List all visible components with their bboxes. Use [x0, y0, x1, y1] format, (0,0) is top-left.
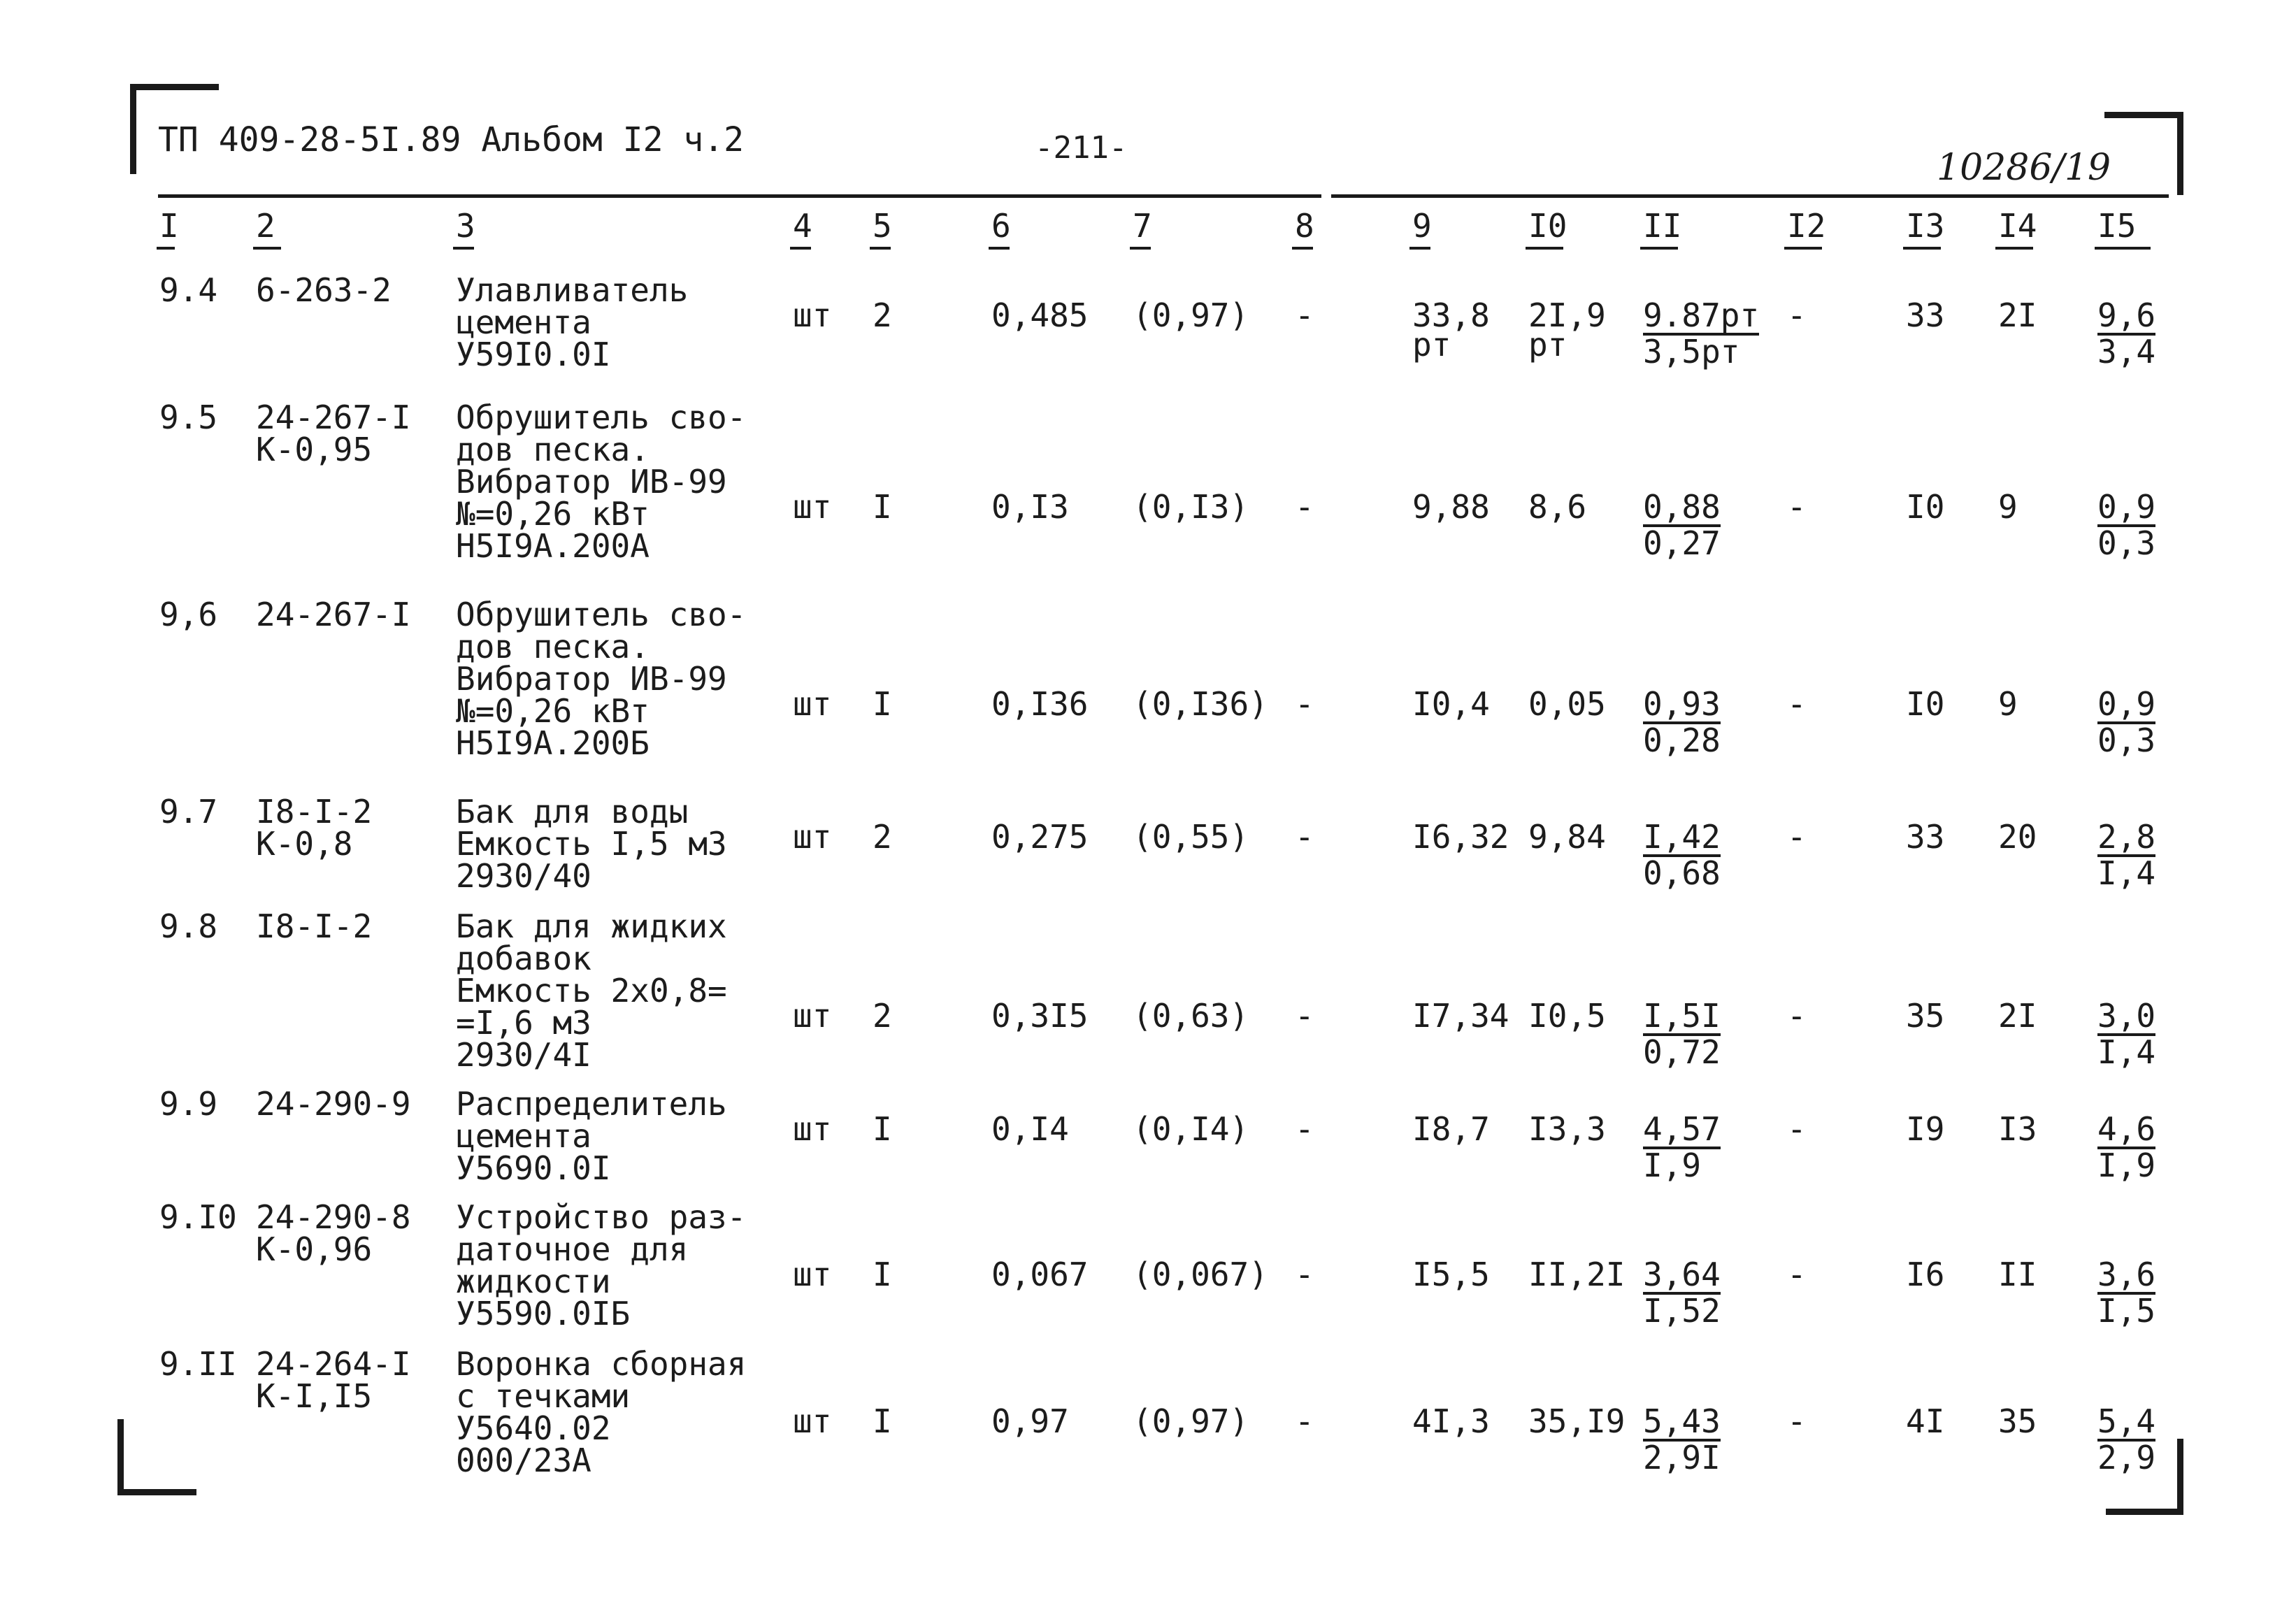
drawing-code: 24-264-I К-I,I5 [256, 1345, 411, 1415]
item-name-line: Бак для жидких [456, 907, 727, 945]
col-10-value: 2I,9 [1528, 296, 1606, 334]
unit: шт [793, 1256, 832, 1293]
item-name-line: Обрушитель сво- [456, 398, 747, 436]
col-8-value: - [1295, 488, 1314, 526]
position-number: 9.7 [159, 793, 218, 831]
item-name-line: Вибратор ИВ-99 [456, 463, 727, 501]
col-11-fraction-numerator: I,5I [1643, 997, 1721, 1035]
col-12-value: - [1787, 488, 1807, 526]
col-13-value: I6 [1906, 1256, 1945, 1293]
item-name-line: №=0,26 кВт [456, 692, 650, 730]
col-8-value: - [1295, 818, 1314, 856]
drawing-code: I8-I-2 [256, 907, 373, 945]
unit-mass: 0,I3 [991, 488, 1069, 526]
item-name-line: №=0,26 кВт [456, 495, 650, 533]
col-10-value: II,2I [1528, 1256, 1626, 1293]
col-13-value: 4I [1906, 1402, 1945, 1440]
col-11-fraction [1643, 488, 1721, 562]
column-underline [2095, 247, 2151, 250]
col-12-value: - [1787, 685, 1807, 723]
col-15-fraction [2097, 818, 2156, 892]
item-name-line: цемента [456, 303, 591, 341]
col-15-fraction-numerator: 4,6 [2097, 1110, 2156, 1148]
column-underline [253, 247, 281, 250]
position-number: 9.5 [159, 398, 218, 436]
col-12-value: - [1787, 1256, 1807, 1293]
col-15-fraction-numerator: 3,0 [2097, 997, 2156, 1035]
item-name-line: =I,6 м3 [456, 1004, 591, 1042]
unit-mass: 0,275 [991, 818, 1089, 856]
item-name-line: Емкость I,5 м3 [456, 825, 727, 863]
col-15-fraction-denominator: I,4 [2097, 1033, 2156, 1071]
col-15-fraction-numerator: 5,4 [2097, 1402, 2156, 1440]
unit: шт [793, 296, 832, 334]
col-15-fraction-denominator: I,4 [2097, 854, 2156, 892]
unit: шт [793, 818, 832, 856]
column-number-6: 6 [991, 207, 1011, 245]
col-14-value: 2I [1998, 997, 2037, 1035]
col-11-fraction [1643, 997, 1721, 1071]
col-8-value: - [1295, 685, 1314, 723]
item-name-line: добавок [456, 940, 591, 977]
item-name-line: 2930/4I [456, 1036, 591, 1074]
col-13-value: 33 [1906, 296, 1945, 334]
column-underline [1292, 247, 1313, 250]
col-13-value: I9 [1906, 1110, 1945, 1148]
column-number-9: 9 [1412, 207, 1432, 245]
column-number-2: 2 [256, 207, 275, 245]
col-13-value: I0 [1906, 685, 1945, 723]
col-15-fraction-numerator: 0,9 [2097, 488, 2156, 526]
unit-mass: 0,3I5 [991, 997, 1089, 1035]
col-13-value: 35 [1906, 997, 1945, 1035]
item-name-line: У5640.02 [456, 1409, 611, 1447]
col-15-fraction-denominator: 0,3 [2097, 524, 2156, 562]
col-12-value: - [1787, 296, 1807, 334]
col-11-fraction-numerator: 0,88 [1643, 488, 1721, 526]
item-name-line: Емкость 2х0,8= [456, 972, 727, 1009]
item-name-line: Устройство раз- [456, 1198, 747, 1236]
col-11-fraction-denominator: 3,5рт [1643, 333, 1740, 371]
col-10-value: рт [1528, 326, 1567, 364]
item-name-line: Вибратор ИВ-99 [456, 660, 727, 698]
col-11-fraction [1643, 296, 1760, 371]
item-name-line: 000/23А [456, 1442, 591, 1479]
frame-corner-bottom-left [117, 1419, 196, 1495]
col-11-fraction [1643, 818, 1721, 892]
col-10-value: 0,05 [1528, 685, 1606, 723]
column-underline [1784, 247, 1822, 250]
item-name-line: жидкости [456, 1263, 611, 1300]
frame-corner-top-right [2104, 112, 2183, 195]
item-name-line: даточное для [456, 1230, 689, 1268]
col-10-value: 9,84 [1528, 818, 1606, 856]
item-name-line: дов песка. [456, 431, 650, 468]
drawing-code: I8-I-2 К-0,8 [256, 793, 373, 863]
item-name-line: Н5I9А.200А [456, 527, 650, 565]
column-underline [1640, 247, 1678, 250]
total-mass: (0,97) [1133, 1402, 1249, 1440]
col-14-value: II [1998, 1256, 2037, 1293]
col-11-fraction-denominator: 0,28 [1643, 721, 1721, 759]
col-11-fraction-denominator: 2,9I [1643, 1439, 1721, 1476]
item-name-line: Обрушитель сво- [456, 596, 747, 633]
item-name-line: Распределитель [456, 1085, 727, 1123]
item-name-line: дов песка. [456, 628, 650, 666]
unit-mass: 0,97 [991, 1402, 1069, 1440]
col-15-fraction [2097, 296, 2156, 371]
col-11-fraction-numerator: 3,64 [1643, 1256, 1721, 1293]
col-11-fraction-numerator: 9.87рт [1643, 296, 1760, 334]
position-number: 9.I0 [159, 1198, 237, 1236]
column-underline [1995, 247, 2033, 250]
total-mass: (0,97) [1133, 296, 1249, 334]
item-name-line: 2930/40 [456, 857, 591, 895]
col-11-fraction-numerator: 4,57 [1643, 1110, 1721, 1148]
col-15-fraction [2097, 685, 2156, 759]
position-number: 9.4 [159, 271, 218, 309]
column-underline [157, 247, 175, 250]
unit-mass: 0,067 [991, 1256, 1089, 1293]
col-15-fraction [2097, 997, 2156, 1071]
col-13-value: I0 [1906, 488, 1945, 526]
col-15-fraction-numerator: 3,6 [2097, 1256, 2156, 1293]
col-9-value: 9,88 [1412, 488, 1490, 526]
page-number: -211- [1035, 130, 1128, 166]
col-10-value: 8,6 [1528, 488, 1587, 526]
col-12-value: - [1787, 997, 1807, 1035]
item-name-line: Улавливатель [456, 271, 689, 309]
quantity: I [873, 685, 892, 723]
col-12-value: - [1787, 1110, 1807, 1148]
drawing-code: 24-290-8 К-0,96 [256, 1198, 411, 1268]
col-15-fraction-numerator: 9,6 [2097, 296, 2156, 334]
col-14-value: I3 [1998, 1110, 2037, 1148]
quantity: I [873, 488, 892, 526]
document-title: ТП 409-28-5I.89 Альбом I2 ч.2 [158, 120, 745, 159]
item-name-line: Н5I9А.200Б [456, 724, 650, 762]
col-15-fraction-denominator: 2,9 [2097, 1439, 2156, 1476]
quantity: I [873, 1256, 892, 1293]
col-15-fraction-denominator: I,5 [2097, 1292, 2156, 1330]
col-8-value: - [1295, 296, 1314, 334]
unit-mass: 0,I36 [991, 685, 1089, 723]
header-rule-left [158, 194, 1321, 198]
column-number-5: 5 [873, 207, 892, 245]
column-number-13: I3 [1906, 207, 1945, 245]
total-mass: (0,I36) [1133, 685, 1268, 723]
col-11-fraction-denominator: I,52 [1643, 1292, 1721, 1330]
col-11-fraction [1643, 685, 1721, 759]
item-name-line: У59I0.0I [456, 336, 611, 373]
column-number-14: I4 [1998, 207, 2037, 245]
column-number-11: II [1643, 207, 1682, 245]
column-underline [1526, 247, 1563, 250]
position-number: 9.8 [159, 907, 218, 945]
col-11-fraction-numerator: 5,43 [1643, 1402, 1721, 1440]
total-mass: (0,067) [1133, 1256, 1268, 1293]
col-14-value: 20 [1998, 818, 2037, 856]
unit: шт [793, 685, 832, 723]
total-mass: (0,I4) [1133, 1110, 1249, 1148]
col-9-value: 33,8 [1412, 296, 1490, 334]
column-underline [790, 247, 811, 250]
drawing-code: 24-267-I [256, 596, 411, 633]
col-15-fraction [2097, 488, 2156, 562]
col-9-value: I5,5 [1412, 1256, 1490, 1293]
item-name-line: Бак для воды [456, 793, 689, 831]
col-11-fraction [1643, 1256, 1721, 1330]
column-number-15: I5 [2097, 207, 2137, 245]
col-15-fraction-denominator: 3,4 [2097, 333, 2156, 371]
unit: шт [793, 1110, 832, 1148]
drawing-code: 24-267-I К-0,95 [256, 398, 411, 468]
col-8-value: - [1295, 1110, 1314, 1148]
col-9-value: I6,32 [1412, 818, 1509, 856]
col-15-fraction-numerator: 0,9 [2097, 685, 2156, 723]
column-underline [870, 247, 891, 250]
quantity: 2 [873, 818, 892, 856]
col-10-value: 35,I9 [1528, 1402, 1626, 1440]
unit: шт [793, 1402, 832, 1440]
item-name-line: У5690.0I [456, 1149, 611, 1187]
col-14-value: 35 [1998, 1402, 2037, 1440]
col-8-value: - [1295, 1402, 1314, 1440]
col-15-fraction [2097, 1256, 2156, 1330]
column-number-3: 3 [456, 207, 475, 245]
col-9-value: 4I,3 [1412, 1402, 1490, 1440]
col-11-fraction-denominator: 0,27 [1643, 524, 1721, 562]
quantity: I [873, 1402, 892, 1440]
quantity: 2 [873, 296, 892, 334]
col-9-value: I7,34 [1412, 997, 1509, 1035]
drawing-code: 6-263-2 [256, 271, 392, 309]
unit-mass: 0,485 [991, 296, 1089, 334]
unit-mass: 0,I4 [991, 1110, 1069, 1148]
column-underline [1130, 247, 1151, 250]
col-8-value: - [1295, 1256, 1314, 1293]
unit: шт [793, 997, 832, 1035]
drawing-code: 24-290-9 [256, 1085, 411, 1123]
total-mass: (0,I3) [1133, 488, 1249, 526]
col-13-value: 33 [1906, 818, 1945, 856]
col-15-fraction-denominator: 0,3 [2097, 721, 2156, 759]
item-name-line: с течками [456, 1377, 631, 1415]
column-number-4: 4 [793, 207, 812, 245]
col-11-fraction [1643, 1110, 1721, 1184]
column-number-7: 7 [1133, 207, 1152, 245]
col-11-fraction-denominator: 0,68 [1643, 854, 1721, 892]
col-8-value: - [1295, 997, 1314, 1035]
position-number: 9.9 [159, 1085, 218, 1123]
column-underline [453, 247, 474, 250]
total-mass: (0,63) [1133, 997, 1249, 1035]
column-underline [989, 247, 1010, 250]
col-11-fraction-numerator: 0,93 [1643, 685, 1721, 723]
unit: шт [793, 488, 832, 526]
col-9-value: рт [1412, 326, 1451, 364]
column-number-12: I2 [1787, 207, 1826, 245]
header-rule-right [1331, 194, 2169, 198]
col-10-value: I3,3 [1528, 1110, 1606, 1148]
sheet-number: 10286/19 [1937, 147, 2111, 189]
item-name-line: У5590.0IБ [456, 1295, 631, 1332]
col-14-value: 9 [1998, 488, 2018, 526]
col-15-fraction [2097, 1110, 2156, 1184]
col-9-value: I0,4 [1412, 685, 1490, 723]
col-11-fraction-denominator: 0,72 [1643, 1033, 1721, 1071]
item-name-line: Воронка сборная [456, 1345, 747, 1383]
column-underline [1409, 247, 1430, 250]
item-name-line: цемента [456, 1117, 591, 1155]
position-number: 9.II [159, 1345, 237, 1383]
col-11-fraction-numerator: I,42 [1643, 818, 1721, 856]
col-9-value: I8,7 [1412, 1110, 1490, 1148]
quantity: I [873, 1110, 892, 1148]
col-14-value: 9 [1998, 685, 2018, 723]
col-11-fraction-denominator: I,9 [1643, 1147, 1702, 1184]
col-12-value: - [1787, 818, 1807, 856]
col-12-value: - [1787, 1402, 1807, 1440]
quantity: 2 [873, 997, 892, 1035]
col-15-fraction-numerator: 2,8 [2097, 818, 2156, 856]
column-number-8: 8 [1295, 207, 1314, 245]
column-number-10: I0 [1528, 207, 1567, 245]
col-11-fraction [1643, 1402, 1721, 1476]
position-number: 9,6 [159, 596, 218, 633]
col-15-fraction-denominator: I,9 [2097, 1147, 2156, 1184]
col-15-fraction [2097, 1402, 2156, 1476]
column-number-1: I [159, 207, 179, 245]
column-underline [1903, 247, 1941, 250]
col-14-value: 2I [1998, 296, 2037, 334]
col-10-value: I0,5 [1528, 997, 1606, 1035]
total-mass: (0,55) [1133, 818, 1249, 856]
